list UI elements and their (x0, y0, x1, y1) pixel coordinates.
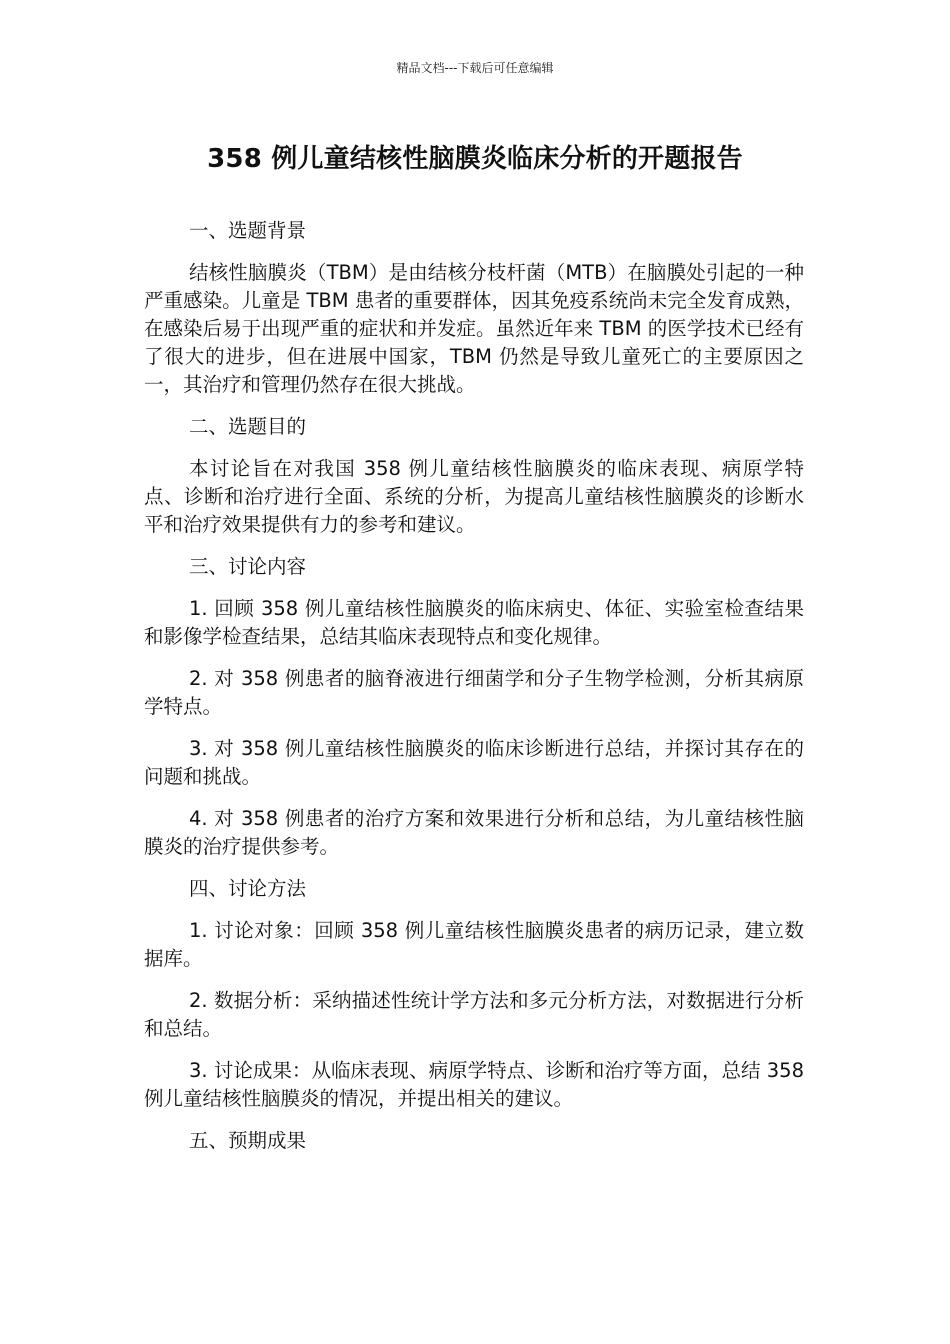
method-item-3: 3. 讨论成果：从临床表现、病原学特点、诊断和治疗等方面，总结 358 例儿童结核性脑膜炎的情况，并提出相关的建议。 (144, 1059, 804, 1110)
method-item-1: 1. 讨论对象：回顾 358 例儿童结核性脑膜炎患者的病历记录，建立数据库。 (144, 919, 804, 970)
header-note: 精品文档---下载后可任意编辑 (396, 61, 554, 75)
content-item-1: 1. 回顾 358 例儿童结核性脑膜炎的临床病史、体征、实验室检查结果和影像学检查结果，总结其临床表现特点和变化规律。 (144, 597, 804, 648)
section-heading-expected-results: 五、预期成果 (189, 1129, 307, 1152)
content-item-2: 2. 对 358 例患者的脑脊液进行细菌学和分子生物学检测，分析其病原学特点。 (144, 667, 804, 718)
section-heading-content: 三、讨论内容 (189, 555, 307, 578)
document-body (144, 217, 804, 1169)
section-heading-purpose: 二、选题目的 (189, 415, 307, 438)
section-heading-methods: 四、讨论方法 (189, 877, 307, 900)
paragraph-purpose: 本讨论旨在对我国 358 例儿童结核性脑膜炎的临床表现、病原学特点、诊断和治疗进行全面、系统的分析，为提高儿童结核性脑膜炎的诊断水平和治疗效果提供有力的参考和建议。 (144, 457, 804, 536)
paragraph-background: 结核性脑膜炎（TBM）是由结核分枝杆菌（MTB）在脑膜处引起的一种严重感染。儿童是 TBM 患者的重要群体，因其免疫系统尚未完全发育成熟，在感染后易于出现严重的症状和并发症。虽然近年来 TBM 的医学技术已经有了很大的进步，但在进展中国家，TBM 仍然是导致儿童死亡的主要原因之一，其治疗和管理仍然存在很大挑战。 (144, 261, 804, 396)
section-heading-background: 一、选题背景 (189, 219, 307, 242)
content-item-4: 4. 对 358 例患者的治疗方案和效果进行分析和总结，为儿童结核性脑膜炎的治疗提供参考。 (144, 807, 804, 858)
document-title: 358 例儿童结核性脑膜炎临床分析的开题报告 (207, 144, 743, 174)
method-item-2: 2. 数据分析：采纳描述性统计学方法和多元分析方法，对数据进行分析和总结。 (144, 989, 804, 1040)
content-item-3: 3. 对 358 例儿童结核性脑膜炎的临床诊断进行总结，并探讨其存在的问题和挑战。 (144, 737, 804, 788)
